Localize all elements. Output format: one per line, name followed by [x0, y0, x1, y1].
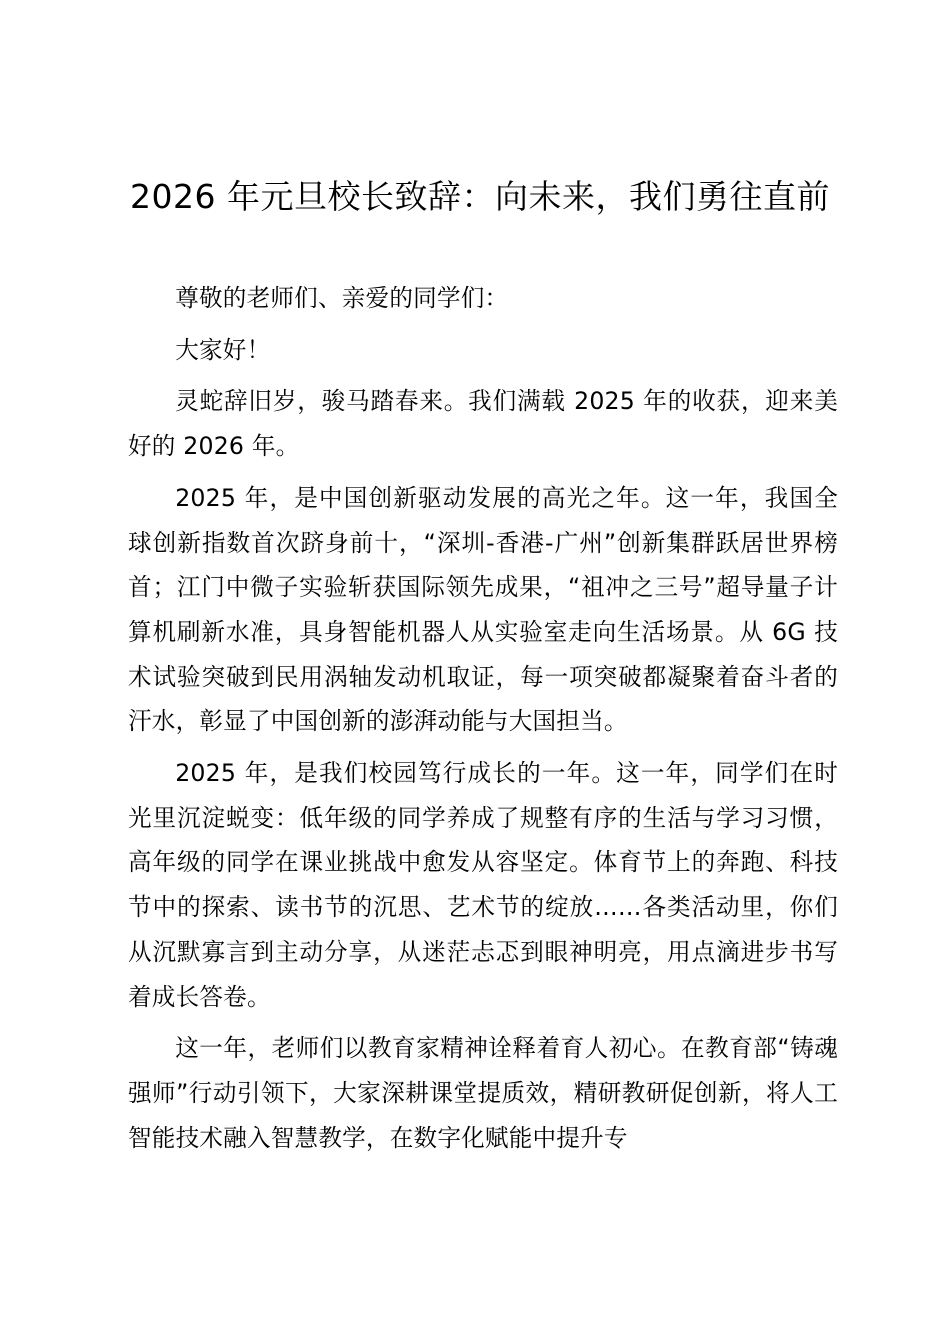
- document-title: 2026 年元旦校长致辞：向未来，我们勇往直前: [130, 177, 830, 216]
- document-body: [128, 276, 838, 1167]
- paragraph-new-year: 灵蛇辞旧岁，骏马踏春来。我们满载 2025 年的收获，迎来美好的 2026 年。: [128, 387, 838, 461]
- paragraph-campus-growth: 2025 年，是我们校园笃行成长的一年。这一年，同学们在时光里沉淀蜕变：低年级的同学养成了规整有序的生活与学习习惯，高年级的同学在课业挑战中愈发从容坚定。体育节上的奔跑、科技节中的探索、读书节的沉思、艺术节的绽放……各类活动里，你们从沉默寡言到主动分享，从迷茫忐忑到眼神明亮，用点滴进步书写着成长答卷。: [128, 759, 838, 1011]
- paragraph-national-innovation: 2025 年，是中国创新驱动发展的高光之年。这一年，我国全球创新指数首次跻身前十，“深圳-香港-广州”创新集群跃居世界榜首；江门中微子实验斩获国际领先成果，“祖冲之三号”超导量子计算机刷新水准，具身智能机器人从实验室走向生活场景。从 6G 技术试验突破到民用涡轴发动机取证，每一项突破都凝聚着奋斗者的汗水，彰显了中国创新的澎湃动能与大国担当。: [128, 483, 838, 736]
- paragraph-greeting: 大家好！: [175, 335, 271, 364]
- paragraph-teachers: 这一年，老师们以教育家精神诠释着育人初心。在教育部“铸魂强师”行动引领下，大家深耕课堂提质效，精研教研促创新，将人工智能技术融入智慧教学，在数字化赋能中提升专: [128, 1034, 838, 1152]
- paragraph-salutation: 尊敬的老师们、亲爱的同学们：: [175, 284, 509, 312]
